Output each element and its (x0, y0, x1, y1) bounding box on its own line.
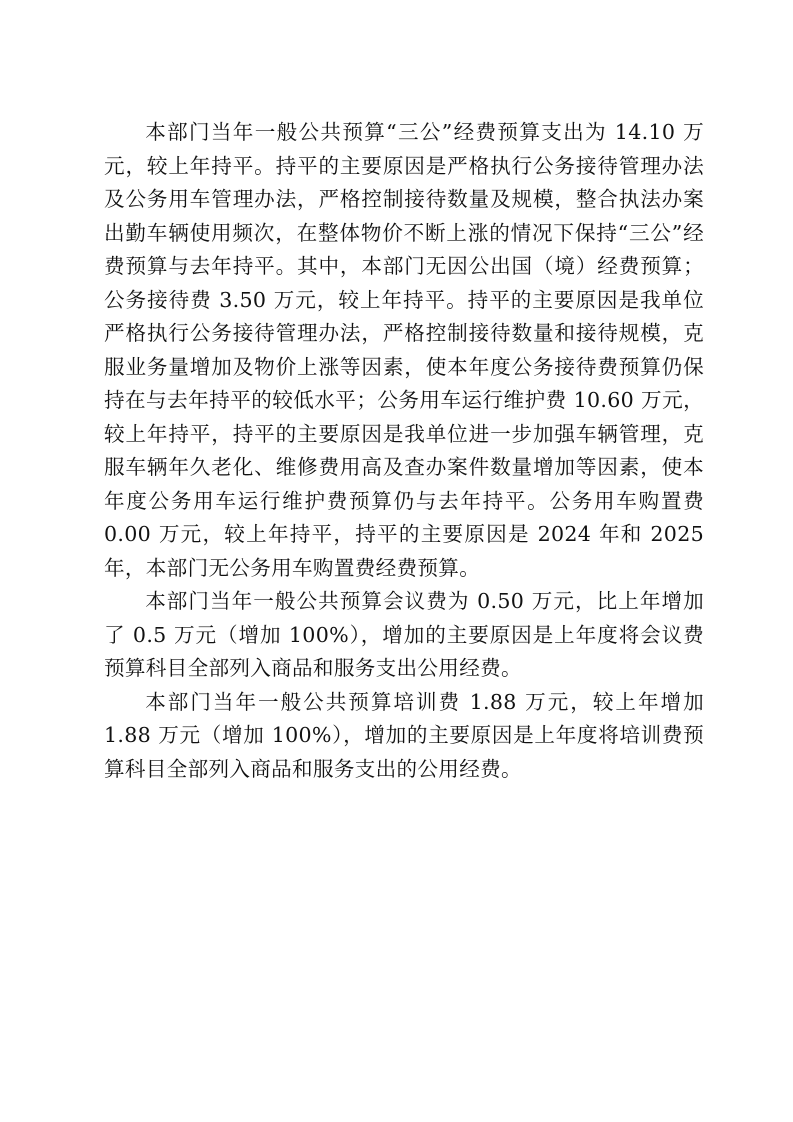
paragraph-three-public-expenses: 本部门当年一般公共预算“三公”经费预算支出为 14.10 万元，较上年持平。持平的主要原因是严格执行公务接待管理办法及公务用车管理办法，严格控制接待数量及规模，整合执法办案出勤车辆使用频次，在整体物价不断上涨的情况下保持“三公”经费预算与去年持平。其中，本部门无因公出国（境）经费预算；公务接待费 3.50 万元，较上年持平。持平的主要原因是我单位严格执行公务接待管理办法，严格控制接待数量和接待规模，克服业务量增加及物价上涨等因素，使本年度公务接待费预算仍保持在与去年持平的较低水平；公务用车运行维护费 10.60 万元，较上年持平，持平的主要原因是我单位进一步加强车辆管理，克服车辆年久老化、维修费用高及查办案件数量增加等因素，使本年度公务用车运行维护费预算仍与去年持平。公务用车购置费 0.00 万元，较上年持平，持平的主要原因是 2024 年和 2025 年，本部门无公务用车购置费经费预算。 (104, 120, 704, 580)
paragraph-meeting-expenses: 本部门当年一般公共预算会议费为 0.50 万元，比上年增加了 0.5 万元（增加 100%），增加的主要原因是上年度将会议费预算科目全部列入商品和服务支出公用经费。 (104, 589, 704, 680)
document-body (104, 116, 704, 786)
paragraph-training-expenses: 本部门当年一般公共预算培训费 1.88 万元，较上年增加 1.88 万元（增加 100%），增加的主要原因是上年度将培训费预算科目全部列入商品和服务支出的公用经费。 (104, 689, 704, 781)
